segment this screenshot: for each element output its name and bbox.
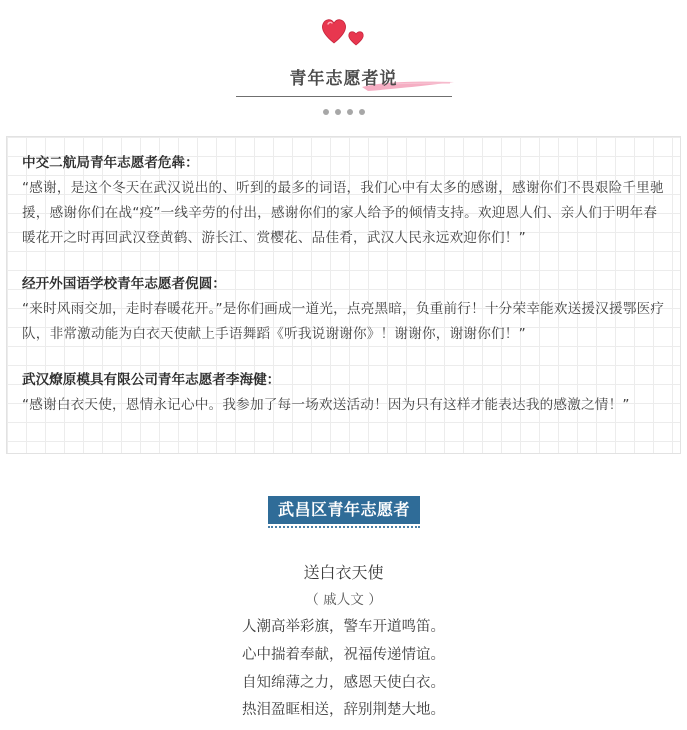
quote-entry (22, 368, 667, 418)
header (0, 64, 687, 89)
poem-author: （ 戚人文 ） (305, 592, 382, 608)
poem-line: 人潮高举彩旗，警车开道鸣笛。 (242, 619, 445, 635)
volunteer-quote: “感谢白衣天使，恩情永记心中。我参加了每一场欢送活动！因为只有这样才能表达我的感激之情！” (22, 397, 630, 413)
header-divider (236, 96, 452, 97)
volunteer-quote: “来时风雨交加，走时春暖花开。”是你们画成一道光，点亮黑暗，负重前行！十分荣幸能欢送援汉援鄂医疗队，非常激动能为白衣天使献上手语舞蹈《听我说谢谢你》！谢谢你，谢谢你们！” (22, 301, 665, 342)
badge-dotted-underline (268, 526, 420, 528)
poem-line: 热泪盈眶相送，辞别荆楚大地。 (242, 702, 445, 718)
dot (323, 109, 329, 115)
volunteer-name: 武汉燎原模具有限公司青年志愿者李海健： (22, 372, 281, 388)
poem-line: 自知绵薄之力，感恩天使白衣。 (242, 675, 445, 691)
quote-entry (22, 151, 667, 251)
dots-divider (323, 108, 365, 116)
hearts-icon (320, 16, 368, 48)
poem-line: 心中揣着奉献，祝福传递情谊。 (242, 647, 445, 663)
dot (335, 109, 341, 115)
poem-title: 送白衣天使 (303, 563, 384, 582)
section-title: 青年志愿者说 (289, 69, 398, 89)
dot (359, 109, 365, 115)
volunteer-name: 经开外国语学校青年志愿者倪圆： (22, 276, 226, 292)
volunteer-quote: “感谢，是这个冬天在武汉说出的、听到的最多的词语，我们心中有太多的感谢，感谢你们不畏艰险千里驰援，感谢你们在战“疫”一线辛劳的付出，感谢你们的家人给予的倾情支持。欢迎恩人们、亲人们于明年春暖花开之时再回武汉登黄鹤、游长江、赏樱花、品佳肴，武汉人民永远欢迎你们！” (22, 180, 664, 246)
dot (347, 109, 353, 115)
quote-entry (22, 272, 667, 347)
volunteer-name: 中交二航局青年志愿者危犇： (22, 155, 199, 171)
section-badge: 武昌区青年志愿者 (268, 496, 420, 524)
